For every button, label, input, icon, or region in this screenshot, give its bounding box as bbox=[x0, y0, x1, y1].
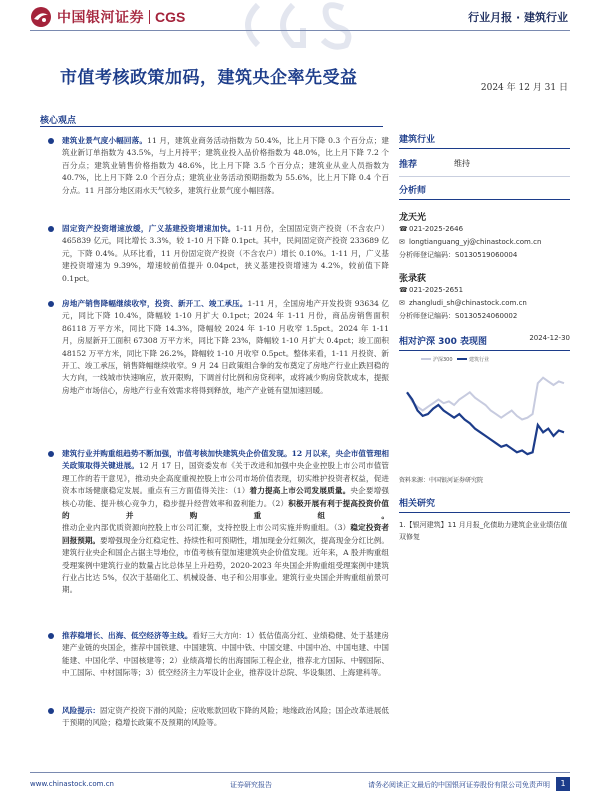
key-point bbox=[44, 448, 389, 597]
point-lead: 房地产销售降幅继续收窄，投资、新开工、竣工承压。 bbox=[62, 299, 248, 308]
point-bold: 着力提高上市公司发展质量。 bbox=[249, 486, 351, 496]
sidebar-divider bbox=[399, 350, 570, 351]
point-lead: 风险提示： bbox=[62, 706, 101, 715]
report-date: 2024 年 12 月 31 日 bbox=[480, 83, 568, 93]
point-text: 1-11 月，全国房地产开发投资 93634 亿元，同比下降 10.4%，降幅较 1-10 月扩大 0.1pct；2024 年 1-11 月份，商品房销售面积 86118 万平方米，同比下降 14.3%，降幅较 2024 年 1-10 月收窄 1.5pct。2024 年 1-11 月，房屋新开工面积 67308 万平方米，同比下降 23%，降幅较 1-10 月扩大 0.4pct；竣工面积 48152 万平方米，同比下降 26.2%，降幅较 1-10 月收窄 0.5pct。整体来看，1-11 月投资、新开工、竣工承压，销售降幅继续收窄。9 月 24 日政策组合拳的发布奠定了房地产行业止跌回稳的大方向，一线城市快速响应，放开限购，下调首付比例和房贷利率，或将减少购房贷款成本，提振房地产市场信心，房地产行业有效需求将得到释放，地产产业链有望加速回暖。 bbox=[62, 299, 389, 395]
footer-disclaimer: 请务必阅读正文最后的中国银河证券股份有限公司免责声明 bbox=[368, 781, 550, 789]
series-line-1 bbox=[407, 392, 564, 454]
brand-logo bbox=[30, 6, 185, 28]
chart-title: 相对沪深 300 表现图 bbox=[399, 337, 488, 347]
phone-text: 021-2025-2651 bbox=[409, 286, 464, 294]
section-label: 核心观点 bbox=[40, 116, 77, 126]
point-lead: 建筑业景气度小幅回落。 bbox=[62, 136, 148, 145]
report-type: 行业月报 · 建筑行业 bbox=[468, 11, 568, 24]
analysts-label: 分析师 bbox=[399, 186, 427, 196]
key-point bbox=[44, 630, 389, 680]
key-point bbox=[44, 298, 389, 397]
phone-icon: ☎ bbox=[399, 225, 408, 233]
sidebar bbox=[399, 132, 570, 543]
footer-doc-type: 证券研究报告 bbox=[230, 781, 272, 789]
bullet-icon bbox=[48, 301, 54, 307]
research-link[interactable]: 1.【银河建筑】11 月月报_化债助力建筑企业业绩估值双修复 bbox=[399, 521, 568, 541]
email-text[interactable]: zhangludi_sh@chinastock.com.cn bbox=[409, 299, 527, 307]
header-watermark-icon bbox=[228, 0, 368, 50]
point-text: 1-11 月份，全国固定资产投资（不含农户）465839 亿元，同比增长 3.3%，较 1-10 月下降 0.1pct。其中，民间固定资产投资 233689 亿元，下降 0.4%。从环比看，11 月份固定资产投资（不含农户）增长 0.10%。1-11 月，广义基建投资增速为 9.39%，增速较前值提升 0.04pct，狭义基建投资增速为 4.2%，较前值下降 0.1pct。 bbox=[62, 224, 389, 283]
sidebar-divider bbox=[399, 512, 570, 513]
footer-divider bbox=[30, 772, 570, 773]
page-number: 1 bbox=[556, 777, 570, 791]
page-footer bbox=[30, 772, 570, 800]
page-header bbox=[0, 0, 600, 50]
analyst-license: 分析师登记编码：S0130524060002 bbox=[399, 312, 518, 320]
point-lead: 固定资产投资增速放缓，广义基建投资增速加快。 bbox=[62, 224, 236, 233]
analyst-email[interactable] bbox=[399, 297, 570, 310]
rating-label: 推荐 bbox=[399, 160, 418, 170]
point-text: 要增强现金分红稳定性、持续性和可预期性，增加现金分红频次，提高现金分红比例。建筑行业央企和国企占据主导地位，市值考核有望加速建筑央企价值发现。近年来，A 股并购重组受理案例中建筑行业的数量占比总体呈上升趋势，2020-2023 年央国企并购重组受理案例中建筑行业占比达 5%，仅次于基础化工、机械设备、电子和公用事业。建筑行业央国企并购重组前景可期。 bbox=[62, 535, 390, 595]
point-text: 固定资产投资下滑的风险；应收账款回收下降的风险；地缘政治风险；国企改革进展低于预期的风险；稳增长政策不及预期的风险等。 bbox=[62, 706, 390, 728]
analyst-name: 龙天光 bbox=[399, 213, 427, 223]
key-point bbox=[44, 223, 389, 285]
analyst-license: 分析师登记编码：S0130519060004 bbox=[399, 251, 518, 259]
point-text: 12 月 17 日，国资委发布《关于改进和加强中央企业控股上市公司市值管理工作的若干意见》，推动央企高度重视控股上市公司市场价值表现，切实维护投资者权益，促进资本市场健康稳定发展。重点有三方面值得关注：（1） bbox=[62, 461, 389, 496]
bullet-icon bbox=[48, 708, 54, 714]
rating-row bbox=[399, 149, 570, 176]
report-title: 市值考核政策加码，建筑央企率先受益 bbox=[60, 68, 358, 88]
performance-chart bbox=[399, 353, 570, 473]
series-line-0 bbox=[407, 378, 564, 420]
email-icon: ✉ bbox=[399, 299, 405, 307]
email-icon: ✉ bbox=[399, 238, 405, 246]
analyst-name: 张录荻 bbox=[399, 274, 427, 284]
analyst-email[interactable] bbox=[399, 236, 570, 249]
legend-label-1: 建筑行业 bbox=[469, 357, 490, 363]
phone-text: 021-2025-2646 bbox=[409, 225, 464, 233]
legend-label-0: 沪深300 bbox=[433, 357, 453, 363]
chart-header bbox=[399, 334, 570, 347]
section-divider bbox=[40, 126, 383, 127]
point-text: 推动企业内部优质资源向控股上市公司汇聚，支持控股上市公司实施并购重组。（3） bbox=[62, 523, 351, 533]
point-bold: 积极开展有利于提高投资价值的并购重组。 bbox=[62, 498, 390, 521]
rating-value: 维持 bbox=[454, 159, 470, 168]
brand-name-cn: 中国银河证券 bbox=[57, 10, 144, 26]
key-point bbox=[44, 705, 389, 730]
point-bold: 稳定投资者回报预期。 bbox=[62, 523, 389, 545]
point-lead: 建筑行业并购重组趋势不断加强，市值考核加快建筑央企价值发现。 bbox=[62, 449, 292, 458]
key-point bbox=[44, 135, 389, 197]
sidebar-divider bbox=[399, 176, 570, 177]
sidebar-divider bbox=[399, 199, 570, 200]
bullet-icon bbox=[48, 226, 54, 232]
point-lead: 推荐稳增长、出海、低空经济等主线。 bbox=[62, 631, 193, 640]
brand-separator bbox=[149, 10, 150, 24]
point-text: 看好三大方向：1）低估值高分红、业绩稳健、处于基建房建产业链的央国企，推荐中国铁建、中国建筑、中国中铁、中国交建、中国中冶、中国电建、中国能建、中国化学、中国核建等；2）业绩高增长的出海国际工程企业，推荐北方国际、中钢国际、中工国际、中材国际等；3）低空经济主力军设计企业，推荐设计总院、华设集团、上海建科等。 bbox=[62, 631, 389, 678]
research-label: 相关研究 bbox=[399, 499, 436, 509]
galaxy-logo-icon bbox=[30, 6, 52, 28]
chart-date: 2024-12-30 bbox=[529, 334, 570, 342]
analyst-phone bbox=[399, 223, 570, 236]
bullet-icon bbox=[48, 451, 54, 457]
brand-name-en: CGS bbox=[155, 9, 186, 25]
point-text: 央企要增强核心功能、提升核心竞争力，稳步提升经营效率和盈利能力。（2） bbox=[62, 486, 390, 508]
footer-url[interactable]: www.chinastock.com.cn bbox=[30, 780, 114, 788]
phone-icon: ☎ bbox=[399, 286, 408, 294]
chart-source: 资料来源：中国银河证券研究院 bbox=[399, 477, 484, 484]
industry-label: 建筑行业 bbox=[399, 135, 436, 145]
analyst-phone bbox=[399, 284, 570, 297]
performance-chart-svg bbox=[399, 353, 570, 473]
bullet-icon bbox=[48, 633, 54, 639]
bullet-icon bbox=[48, 138, 54, 144]
point-bold: 12 月以来，央企市值管理相关政策取得关键进展。 bbox=[62, 449, 389, 471]
header-divider bbox=[30, 30, 570, 31]
point-text: 11 月，建筑业商务活动指数为 50.4%，比上月下降 0.3 个百分点；建筑业新订单指数为 43.5%，与上月持平；建筑业投入品价格指数为 48.0%，比上月下降 7.2 个百分点；建筑业销售价格指数为 48.6%，比上月下降 3.5 个百分点；建筑业从业人员指数为 40.7%，比上月下降 2.0 个百分点；建筑业业务活动预期指数为 55.6%，比上月下降 0.4 个百分点。11 月部分地区雨水天气较多，建筑行业景气度小幅回落。 bbox=[62, 136, 390, 195]
email-text[interactable]: longtianguang_yj@chinastock.com.cn bbox=[409, 238, 542, 246]
